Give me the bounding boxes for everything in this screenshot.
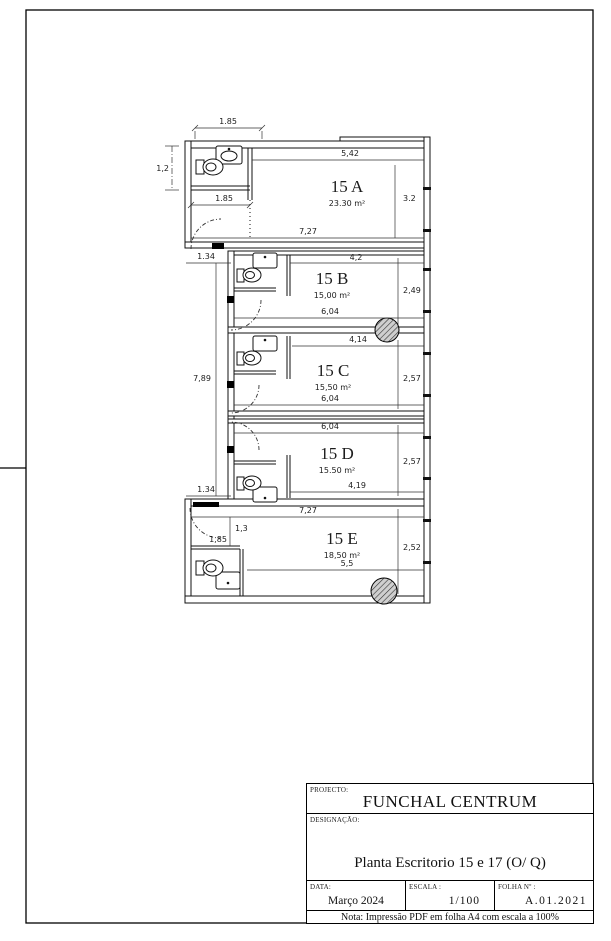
dim-d-right: 2,57 [403, 457, 421, 466]
drawing-title: Planta Escritorio 15 e 17 (O/ Q) [354, 854, 546, 871]
unit-15a-area: 23.30 m² [328, 199, 366, 208]
escala-label: ESCALA : [409, 882, 442, 891]
title-block-meta-row [307, 881, 593, 912]
dim-a-bath-height: 1,2 [156, 164, 169, 173]
date-value: Março 2024 [328, 895, 384, 908]
sink-b [253, 253, 277, 268]
dim-corridor-bottom: 1.34 [197, 485, 215, 494]
sinks [216, 146, 277, 589]
sink-c [253, 336, 277, 351]
project-name: FUNCHAL CENTRUM [362, 792, 538, 811]
dim-d-top: 6,04 [321, 422, 339, 431]
wall-c-d-1 [228, 411, 428, 416]
dim-a-office-top: 5,42 [341, 149, 359, 158]
dim-e-bath-width: 1,85 [209, 535, 227, 544]
scale-value: 1/100 [448, 895, 480, 908]
title-block [306, 783, 594, 924]
door-leaf-e [193, 502, 219, 507]
data-label: DATA: [310, 882, 332, 891]
toilet-b [237, 268, 261, 282]
unit-15e-label: 15 E [326, 529, 358, 548]
dim-a-bath-inner: 1.85 [215, 194, 233, 203]
door-leaf-b [227, 296, 234, 303]
dim-d-inner: 4,19 [348, 481, 366, 490]
unit-15c-label: 15 C [316, 361, 350, 380]
toilet-d [237, 476, 261, 490]
dim-c-bottom: 6,04 [321, 394, 339, 403]
wall-d-e [185, 499, 428, 506]
sheet-number-cell [495, 881, 593, 911]
unit-15c-area: 15,50 m² [314, 383, 352, 392]
walls [185, 137, 430, 603]
door-arc-b [231, 300, 261, 330]
unit-15d-area: 15.50 m² [318, 466, 356, 475]
dim-corridor-top: 1.34 [197, 252, 215, 261]
column-2 [371, 578, 397, 604]
dim-a-right: 3.2 [403, 194, 416, 203]
door-leaf-a [212, 243, 224, 249]
door-leaf-c [227, 381, 234, 388]
column-1 [375, 318, 399, 342]
wall-corridor [228, 251, 234, 505]
dimension-lines [165, 125, 424, 594]
scale-cell [406, 881, 495, 911]
toilet-a [196, 159, 223, 175]
designacao-label: DESIGNAÇÃO: [310, 815, 360, 824]
dim-corridor-total: 7,89 [193, 374, 211, 383]
unit-15b-label: 15 B [315, 269, 349, 288]
unit-15a-label: 15 A [330, 177, 364, 196]
title-block-designation-row [307, 814, 593, 881]
dim-e-right: 2,52 [403, 543, 421, 552]
dim-a-bath-width: 1.85 [219, 117, 237, 126]
dim-e-top: 7,27 [299, 506, 317, 515]
dim-e-entry: 1,3 [235, 524, 248, 533]
unit-15d-label: 15 D [320, 444, 354, 463]
unit-15b-area: 15,00 m² [313, 291, 351, 300]
wall-a-left [185, 141, 191, 248]
dim-b-right: 2,49 [403, 286, 421, 295]
title-block-note-row [307, 911, 593, 923]
dim-e-inner: 5,5 [340, 559, 354, 568]
toilet-c [237, 351, 261, 365]
dim-b-bottom: 6,04 [321, 307, 339, 316]
door-arc-d [231, 422, 259, 450]
dim-b-top: 4,2 [349, 253, 363, 262]
date-cell [307, 881, 406, 911]
door-leaf-d [227, 446, 234, 453]
dim-a-bottom: 7,27 [299, 227, 317, 236]
projecto-label: PROJECTO: [310, 786, 349, 794]
title-block-project-row [307, 784, 593, 814]
dim-c-top: 4,14 [349, 335, 367, 344]
sheet-number-value: A.01.2021 [524, 895, 587, 908]
door-arc-c [231, 385, 259, 413]
note-text: Nota: Impressão PDF em folha A4 com escala a 100% [340, 911, 559, 923]
wall-right-facade [424, 137, 430, 603]
unit-15e-area: 18,50 m² [323, 551, 361, 560]
folha-label: FOLHA Nº : [498, 882, 536, 891]
door-arc-e [190, 508, 220, 538]
dim-c-right: 2,57 [403, 374, 421, 383]
toilet-e [196, 560, 223, 576]
wall-e-left [185, 499, 191, 603]
